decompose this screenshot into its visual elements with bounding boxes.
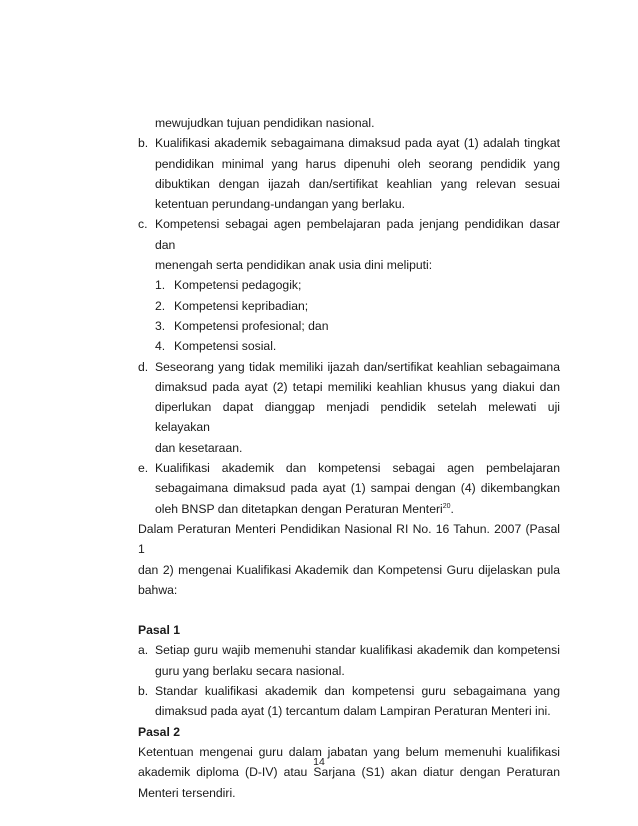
text-line: dibuktikan dengan ijazah dan/sertifikat keahlian yang relevan sesuai — [155, 176, 560, 191]
intro-paragraph — [138, 519, 560, 600]
list-marker: b. — [138, 684, 149, 699]
sub-item-number: 1. — [155, 278, 166, 293]
sub-item-text: Kompetensi kepribadian; — [174, 298, 309, 313]
sub-item-text: Kompetensi pedagogik; — [174, 278, 302, 293]
sub-item — [138, 336, 560, 356]
list-item-d — [138, 357, 560, 458]
sub-item-number: 4. — [155, 339, 166, 354]
text-line: Setiap guru wajib memenuhi standar kualifikasi akademik dan kompetensi — [155, 643, 560, 658]
text-line: Dalam Peraturan Menteri Pendidikan Nasional RI No. 16 Tahun. 2007 (Pasal 1 — [138, 521, 560, 557]
list-marker: b. — [138, 136, 149, 151]
spacer — [138, 600, 560, 620]
text-line: Menteri tersendiri. — [138, 785, 236, 800]
sub-item-number: 2. — [155, 298, 166, 313]
page-number: 14 — [313, 756, 325, 768]
sub-item-text: Kompetensi profesional; dan — [174, 318, 329, 333]
pasal2-paragraph — [138, 742, 560, 803]
list-marker: e. — [138, 461, 149, 476]
list-item-c — [138, 214, 560, 275]
text-line: dan kesetaraan. — [155, 440, 243, 455]
text-line: dimaksud pada ayat (1) tercantum dalam Lampiran Peraturan Menteri ini. — [155, 704, 551, 719]
text-line: dimaksud pada ayat (2) tetapi memiliki keahlian khusus yang diakui dan — [155, 379, 560, 394]
sub-item — [138, 316, 560, 336]
text-line: bahwa: — [138, 582, 178, 597]
text-line: guru yang berlaku secara nasional. — [155, 663, 345, 678]
continued-line: mewujudkan tujuan pendidikan nasional. — [155, 116, 375, 130]
sub-item-text: Kompetensi sosial. — [174, 339, 277, 354]
text-line: akademik diploma (D-IV) atau Sarjana (S1) akan diatur dengan Peraturan — [138, 765, 560, 780]
section-heading: Pasal 2 — [138, 724, 181, 739]
section-heading: Pasal 1 — [138, 623, 181, 638]
text-line: ketentuan perundang-undangan yang berlaku. — [155, 197, 406, 212]
text-line: Seseorang yang tidak memiliki ijazah dan/sertifikat keahlian sebagaimana — [155, 359, 560, 374]
sub-item — [138, 296, 560, 316]
text-line: Kualifikasi akademik dan kompetensi sebagai agen pembelajaran — [155, 461, 560, 476]
footnote-ref: 20 — [442, 502, 451, 510]
list-marker: c. — [138, 217, 148, 232]
text-line: Kualifikasi akademik sebagaimana dimaksud pada ayat (1) adalah tingkat — [155, 136, 560, 151]
text-line: menengah serta pendidikan anak usia dini meliputi: — [155, 258, 433, 273]
pasal1-item-b — [138, 681, 560, 722]
text-fragment: oleh BNSP dan ditetapkan dengan Peraturan Menteri — [155, 501, 443, 516]
text-line: pendidikan minimal yang harus dipenuhi oleh seorang pendidik yang — [155, 156, 560, 171]
text-fragment: . — [450, 501, 454, 516]
text-line: Standar kualifikasi akademik dan kompetensi guru sebagaimana yang — [155, 684, 560, 699]
pasal1-item-a — [138, 640, 560, 681]
text-line: sebagaimana dimaksud pada ayat (1) sampai dengan (4) dikembangkan — [155, 481, 560, 496]
text-line: diperlukan dapat dianggap menjadi pendidik setelah melewati uji kelayakan — [155, 400, 560, 435]
text-line: Kompetensi sebagai agen pembelajaran pada jenjang pendidikan dasar dan — [155, 217, 560, 252]
list-item-b — [138, 133, 560, 214]
text-line: dan 2) mengenai Kualifikasi Akademik dan Kompetensi Guru dijelaskan pula — [138, 562, 560, 577]
sub-item-number: 3. — [155, 318, 166, 333]
body-text — [138, 113, 560, 803]
list-item-e — [138, 458, 560, 519]
sub-item — [138, 275, 560, 295]
list-marker: d. — [138, 359, 149, 374]
text-line — [155, 499, 560, 519]
text-line: Ketentuan mengenai guru dalam jabatan yang belum memenuhi kualifikasi — [138, 744, 560, 759]
list-marker: a. — [138, 643, 149, 658]
